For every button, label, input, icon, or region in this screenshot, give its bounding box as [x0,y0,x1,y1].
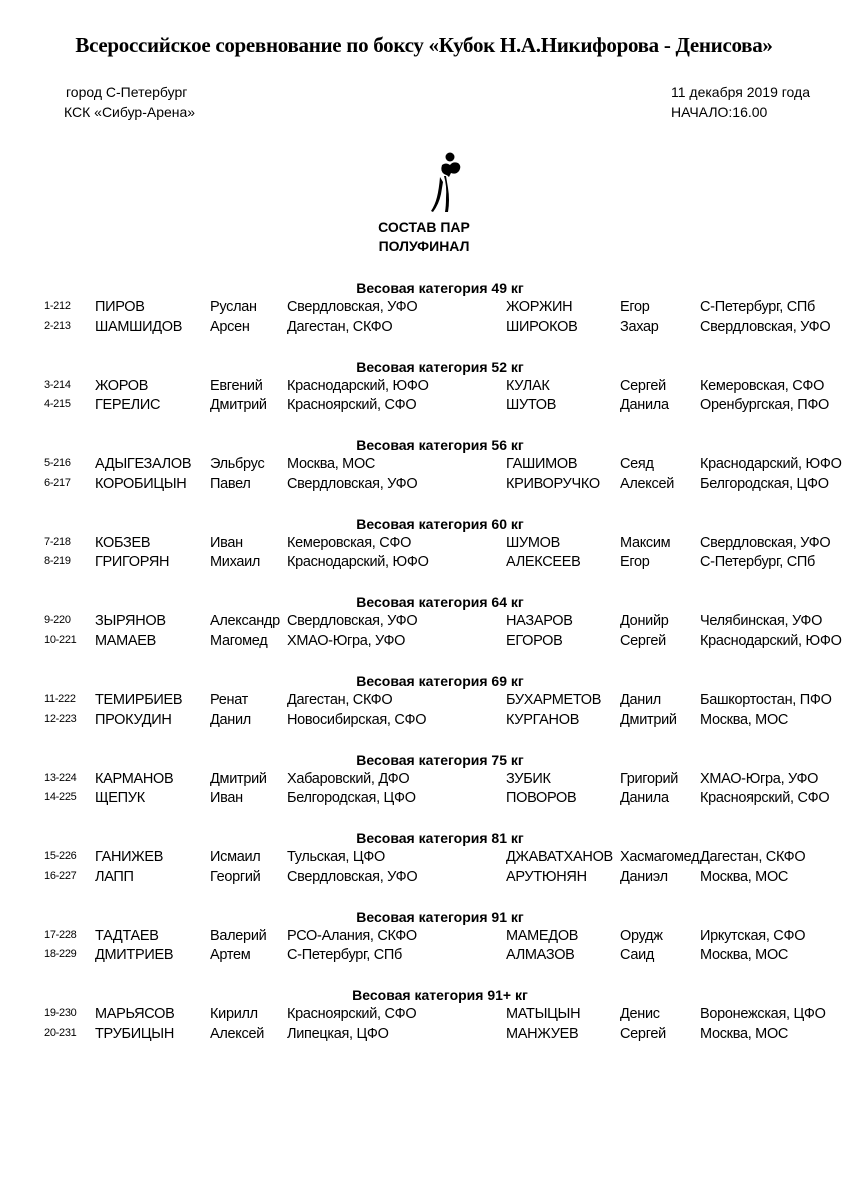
blue-region: Москва, МОС [700,1025,789,1042]
blue-surname: АЛЕКСЕЕВ [506,554,581,571]
red-region: Свердловская, УФО [287,475,418,492]
category-title: Весовая категория 81 кг [356,830,524,847]
red-name: Евгений [210,377,263,394]
blue-region: Красноярский, СФО [700,790,830,807]
bout-number: 6-217 [44,476,71,489]
blue-region: Москва, МОС [700,711,789,728]
red-region: РСО-Алания, СКФО [287,927,417,944]
bout-number: 1-212 [44,300,71,312]
pair-row [0,554,848,573]
blue-region: Воронежская, ЦФО [700,1006,826,1023]
blue-surname: ЗУБИК [506,770,551,787]
pair-row [0,397,848,416]
bout-number: 18-229 [44,948,77,961]
blue-region: Оренбургская, ПФО [700,397,830,414]
bout-number: 20-231 [44,1026,77,1039]
red-name: Руслан [210,299,257,315]
blue-name: Алексей [620,475,675,492]
city: город С-Петербург [66,84,188,100]
weight-category-section [0,437,848,515]
red-surname: КАРМАНОВ [95,770,174,787]
red-surname: ТАДТАЕВ [95,927,159,944]
pair-row [0,692,848,711]
blue-name: Данил [620,692,661,708]
red-region: Хабаровский, ДФО [287,770,410,787]
bout-number: 3-214 [44,378,71,391]
blue-name: Егор [620,299,650,315]
blue-region: Москва, МОС [700,947,789,964]
red-name: Данил [210,711,251,728]
weight-category-section [0,594,848,672]
blue-name: Донийр [620,613,669,630]
category-title: Весовая категория 52 кг [356,358,524,375]
blue-surname: МАТЫЦЫН [506,1006,581,1023]
blue-surname: КУЛАК [506,377,550,394]
blue-region: ХМАО-Югра, УФО [700,770,819,787]
blue-surname: НАЗАРОВ [506,613,573,630]
weight-category-section [0,909,848,987]
red-name: Кирилл [210,1006,258,1023]
date-block [671,82,810,122]
red-name: Алексей [210,1025,265,1042]
pair-row [0,771,848,790]
blue-region: Челябинская, УФО [700,613,823,630]
bout-number: 14-225 [44,791,77,804]
red-name: Дмитрий [210,770,267,787]
bout-number: 16-227 [44,869,77,882]
blue-name: Дмитрий [620,711,677,728]
red-surname: ТЕМИРБИЕВ [95,692,183,708]
blue-surname: ПОВОРОВ [506,790,577,807]
red-surname: ЖОРОВ [95,377,149,394]
boxer-icon [428,152,468,214]
red-surname: ПИРОВ [95,299,145,315]
red-name: Дмитрий [210,397,267,414]
pair-row [0,613,848,632]
blue-name: Захар [620,318,659,335]
event-date: 11 декабря 2019 года [671,84,810,100]
red-surname: ДМИТРИЕВ [95,947,174,964]
red-region: Кемеровская, СФО [287,534,412,551]
red-name: Михаил [210,554,261,571]
red-region: Москва, МОС [287,456,376,473]
pair-row [0,849,848,868]
blue-name: Данила [620,790,669,807]
bout-number: 12-223 [44,712,77,725]
category-title: Весовая категория 60 кг [356,515,524,532]
pair-row [0,928,848,947]
blue-surname: МАНЖУЕВ [506,1025,579,1042]
category-title: Весовая категория 91+ кг [352,987,528,1004]
blue-surname: ЖОРЖИН [506,299,573,315]
blue-region: С-Петербург, СПб [700,554,816,571]
blue-name: Максим [620,534,671,551]
location-block [66,82,195,122]
category-title: Весовая категория 75 кг [356,751,524,768]
blue-surname: БУХАРМЕТОВ [506,692,602,708]
blue-surname: ГАШИМОВ [506,456,578,473]
red-surname: ПРОКУДИН [95,711,172,728]
red-surname: АДЫГЕЗАЛОВ [95,456,192,473]
category-title: Весовая категория 91 кг [356,908,524,925]
blue-region: Башкортостан, ПФО [700,692,832,708]
red-region: Красноярский, СФО [287,397,417,414]
blue-region: Свердловская, УФО [700,318,831,335]
blue-region: Кемеровская, СФО [700,377,825,394]
red-region: Краснодарский, ЮФО [287,554,429,571]
blue-region: Краснодарский, ЮФО [700,456,842,473]
blue-surname: АРУТЮНЯН [506,868,587,885]
bout-number: 8-219 [44,555,71,568]
red-surname: ГЕРЕЛИС [95,397,161,414]
weight-category-section [0,280,848,358]
red-surname: ШАМШИДОВ [95,318,183,335]
blue-name: Сеяд [620,456,654,473]
bout-number: 17-228 [44,928,77,941]
bout-number: 9-220 [44,614,71,627]
red-name: Павел [210,475,251,492]
blue-surname: ЕГОРОВ [506,632,563,649]
red-surname: ГАНИЖЕВ [95,849,164,866]
pair-row [0,869,848,888]
blue-region: С-Петербург, СПб [700,299,816,315]
pair-row [0,319,848,338]
bout-number: 4-215 [44,398,71,411]
category-title: Весовая категория 49 кг [356,280,524,296]
start-time: НАЧАЛО:16.00 [671,104,768,120]
bout-number: 7-218 [44,535,71,548]
red-region: Белгородская, ЦФО [287,790,416,807]
blue-region: Краснодарский, ЮФО [700,632,842,649]
red-region: ХМАО-Югра, УФО [287,632,406,649]
red-region: Липецкая, ЦФО [287,1025,389,1042]
bout-number: 2-213 [44,319,71,332]
weight-category-section [0,673,848,751]
red-name: Магомед [210,632,268,649]
pair-row [0,535,848,554]
pair-row [0,790,848,809]
weight-category-section [0,516,848,594]
blue-name: Сергей [620,377,666,394]
weight-category-section [0,752,848,830]
red-name: Валерий [210,927,267,944]
bout-number: 11-222 [44,693,76,705]
blue-name: Даниэл [620,868,668,885]
pair-row [0,456,848,475]
bout-number: 15-226 [44,850,77,863]
red-name: Иван [210,534,243,551]
blue-name: Саид [620,947,655,964]
red-surname: МАМАЕВ [95,632,157,649]
red-surname: ГРИГОРЯН [95,554,170,571]
blue-name: Егор [620,554,650,571]
red-region: Дагестан, СКФО [287,692,393,708]
pair-row [0,1026,848,1045]
blue-name: Данила [620,397,669,414]
blue-surname: КУРГАНОВ [506,711,580,728]
blue-surname: КРИВОРУЧКО [506,475,600,492]
blue-name: Орудж [620,927,663,944]
blue-name: Денис [620,1006,660,1023]
pair-row [0,947,848,966]
blue-region: Свердловская, УФО [700,534,831,551]
red-name: Исмаил [210,849,261,866]
red-surname: ТРУБИЦЫН [95,1025,174,1042]
bout-number: 10-221 [44,633,77,646]
blue-surname: ДЖАВАТХАНОВ [506,849,613,866]
weight-category-section [0,359,848,437]
red-surname: КОРОБИЦЫН [95,475,187,492]
weight-category-section [0,987,848,1065]
red-name: Артем [210,947,251,964]
red-region: Красноярский, СФО [287,1006,417,1023]
pair-row [0,1006,848,1025]
red-surname: ЛАПП [95,868,134,885]
venue: КСК «Сибур-Арена» [64,104,196,120]
blue-surname: МАМЕДОВ [506,927,579,944]
red-surname: ЩЕПУК [95,790,145,807]
blue-region: Дагестан, СКФО [700,849,806,866]
red-surname: МАРЬЯСОВ [95,1006,175,1023]
red-name: Александр [210,613,280,630]
blue-name: Сергей [620,1025,666,1042]
red-region: Новосибирская, СФО [287,711,427,728]
red-region: Свердловская, УФО [287,613,418,630]
document-title: Всероссийское соревнование по боксу «Кубок Н.А.Никифорова - Денисова» [75,33,773,57]
red-region: Свердловская, УФО [287,868,418,885]
blue-region: Иркутская, СФО [700,927,806,944]
red-region: Краснодарский, ЮФО [287,377,429,394]
category-title: Весовая категория 69 кг [356,673,524,689]
red-region: Тульская, ЦФО [287,849,386,866]
blue-surname: АЛМАЗОВ [506,947,575,964]
red-name: Иван [210,790,243,807]
bout-number: 5-216 [44,457,71,470]
red-surname: КОБЗЕВ [95,534,151,551]
blue-name: Сергей [620,632,666,649]
stage: ПОЛУФИНАЛ [378,238,470,254]
blue-name: Григорий [620,770,679,787]
red-region: Дагестан, СКФО [287,318,393,335]
blue-surname: ШУТОВ [506,397,557,414]
red-name: Эльбрус [210,456,265,473]
red-surname: ЗЫРЯНОВ [95,613,166,630]
red-region: Свердловская, УФО [287,299,418,315]
bout-number: 19-230 [44,1007,77,1020]
bout-number: 13-224 [44,771,77,784]
blue-region: Москва, МОС [700,868,789,885]
blue-region: Белгородская, ЦФО [700,475,829,492]
heading: СОСТАВ ПАР [378,219,470,235]
category-title: Весовая категория 56 кг [356,437,524,454]
blue-surname: ШУМОВ [506,534,561,551]
pair-row [0,712,848,731]
pair-row [0,476,848,495]
pair-row [0,633,848,652]
red-region: С-Петербург, СПб [287,947,403,964]
pair-row [0,378,848,397]
red-name: Ренат [210,692,248,708]
red-name: Георгий [210,868,261,885]
blue-surname: ШИРОКОВ [506,318,578,335]
category-title: Весовая категория 64 кг [356,594,524,611]
blue-name: Хасмагомед [620,849,700,866]
weight-category-section [0,830,848,908]
pair-row [0,299,848,318]
red-name: Арсен [210,318,250,335]
